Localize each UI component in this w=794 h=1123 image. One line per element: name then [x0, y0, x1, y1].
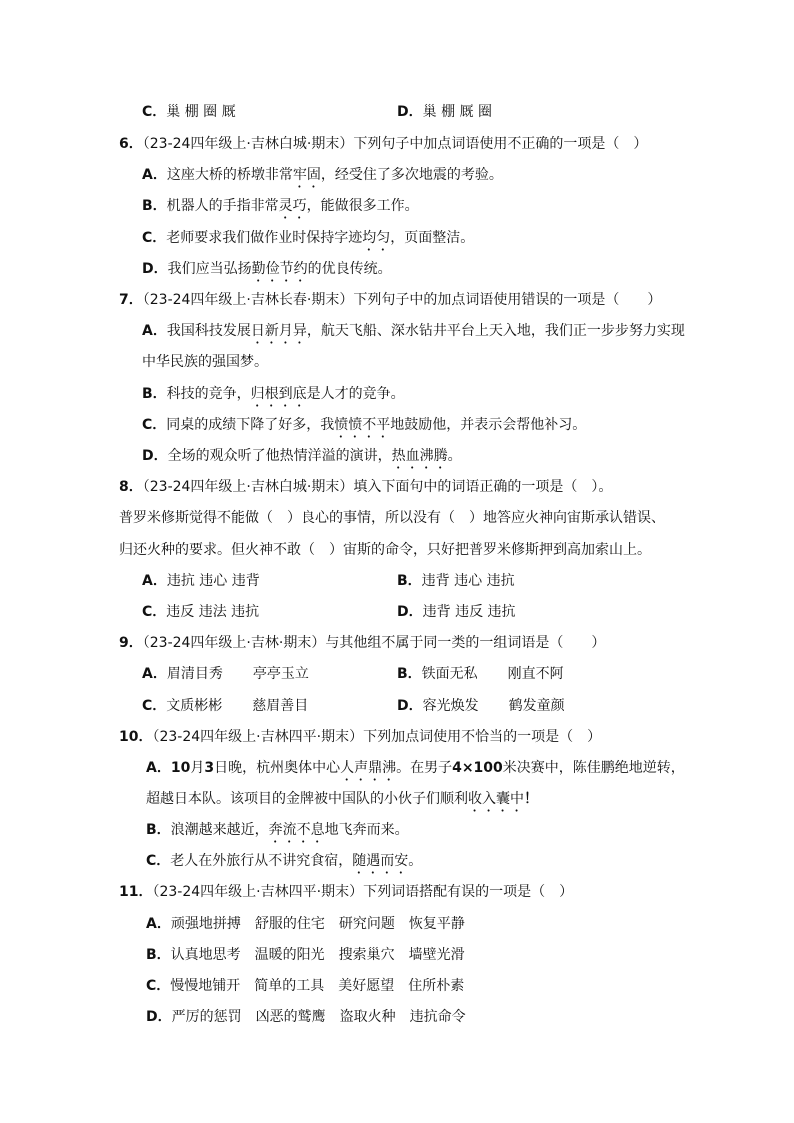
option-label: B． — [142, 198, 167, 214]
dotted-word: 日新月异 — [250, 323, 307, 339]
option-label: C． — [142, 698, 167, 714]
option-text: 。在男子 — [396, 760, 453, 776]
option-label: A． — [142, 167, 167, 183]
question-text: （23-24四年级上·吉林四平·期末）下列词语搭配有误的一项是（ ） — [152, 884, 574, 900]
option-text: 月 — [190, 760, 205, 776]
q11-option-d[interactable] — [146, 1007, 466, 1027]
option-text: 违抗 违心 违背 — [166, 573, 260, 589]
dotted-word: 奔流不息 — [268, 822, 325, 838]
q8-passage-line-1 — [119, 508, 665, 528]
q10-stem — [119, 727, 601, 747]
q10-option-a-continued — [146, 789, 538, 815]
q8-option-a[interactable] — [142, 571, 260, 591]
option-label: B． — [142, 386, 167, 402]
question-number: 11． — [119, 884, 153, 900]
option-text: 。 — [447, 448, 462, 464]
q8-passage-line-2 — [119, 540, 651, 560]
q9-option-a[interactable] — [142, 664, 309, 684]
option-word: 鹤发童颜 — [508, 698, 565, 714]
option-text: 。 — [408, 853, 423, 869]
q7-option-c[interactable] — [142, 415, 586, 441]
passage-text: 归还火种的要求。但火神不敢（ ）宙斯的命令，只好把普罗米修斯押到高加索山上。 — [119, 542, 651, 558]
question-text: （23-24四年级上·吉林·期末）与其他组不属于同一类的一组词语是（ ） — [142, 635, 606, 651]
option-word: 容光焕发 — [422, 698, 479, 714]
option-text: ，航天飞船、深水钻井平台上天入地，我们正一步步努力实现 — [306, 323, 685, 339]
q11-stem — [119, 882, 573, 902]
question-number: 6． — [119, 136, 143, 152]
q6-option-a[interactable] — [142, 165, 503, 191]
question-number: 7． — [119, 292, 143, 308]
dotted-word: 人声鼎沸 — [340, 760, 397, 776]
date-number: 10 — [170, 760, 191, 776]
option-label: C． — [142, 230, 167, 246]
question-number: 9． — [119, 635, 143, 651]
option-text: 超越日本队。该项目的金牌被中国队的小伙子们顺利 — [146, 791, 468, 807]
q9-option-c[interactable] — [142, 696, 308, 716]
q5-option-d[interactable] — [397, 102, 492, 122]
option-label: A． — [142, 666, 167, 682]
option-word: 亭亭玉立 — [252, 666, 309, 682]
q5-option-c[interactable] — [142, 102, 236, 122]
q10-option-b[interactable] — [146, 820, 409, 846]
option-text: 浪潮越来越近， — [170, 822, 269, 838]
q7-option-d[interactable] — [142, 446, 462, 472]
option-text: 老师要求我们做作业时保持字迹 — [166, 230, 363, 246]
option-text: ，页面整洁。 — [390, 230, 475, 246]
option-text: 我国科技发展 — [166, 323, 251, 339]
dotted-word: 愤愤不平 — [334, 417, 391, 433]
option-text: 认真地思考 温暖的阳光 搜索巢穴 墙壁光滑 — [170, 947, 465, 963]
option-word: 铁面无私 — [421, 666, 478, 682]
option-label: D． — [397, 104, 423, 120]
option-label: D． — [146, 1009, 172, 1025]
option-label: B． — [397, 666, 422, 682]
option-text: 顽强地拼搏 舒服的住宅 研究问题 恢复平静 — [170, 916, 465, 932]
q9-stem — [119, 633, 605, 653]
dotted-word: 热血沸腾 — [391, 448, 448, 464]
q6-option-c[interactable] — [142, 228, 474, 254]
dotted-word: 收入囊中 — [468, 791, 524, 807]
option-text: 巢 棚 圈 厩 — [166, 104, 236, 120]
option-text: 慢慢地铺开 简单的工具 美好愿望 住所朴素 — [170, 978, 465, 994]
q7-option-b[interactable] — [142, 384, 405, 410]
q8-stem — [119, 477, 612, 497]
q10-option-c[interactable] — [146, 851, 422, 877]
option-label: D． — [142, 261, 168, 277]
option-text: 的优良传统。 — [307, 261, 392, 277]
dotted-word: 归根到底 — [250, 386, 307, 402]
q11-option-b[interactable] — [146, 945, 465, 965]
q6-option-b[interactable] — [142, 196, 419, 222]
option-text: ，能做很多工作。 — [306, 198, 419, 214]
event-number: 4×100 — [452, 760, 503, 776]
option-text: 我们应当弘扬 — [167, 261, 252, 277]
option-text: 这座大桥的桥墩非常 — [166, 167, 293, 183]
question-text: （23-24四年级上·吉林长春·期末）下列句子中的加点词语使用错误的一项是（ ） — [142, 292, 662, 308]
date-number: 3 — [204, 760, 215, 776]
option-label: C． — [146, 978, 171, 994]
q11-option-c[interactable] — [146, 976, 464, 996]
dotted-word: 随遇而安 — [352, 853, 409, 869]
question-text: （23-24四年级上·吉林四平·期末）下列加点词使用不恰当的一项是（ ） — [152, 729, 602, 745]
option-text: 日晚，杭州奥体中心 — [214, 760, 341, 776]
option-text: ！ — [524, 791, 538, 807]
q7-option-a-continued — [142, 352, 268, 372]
option-label: C． — [146, 853, 171, 869]
option-text: 是人才的竞争。 — [306, 386, 405, 402]
q9-option-b[interactable] — [397, 664, 564, 684]
question-number: 10． — [119, 729, 153, 745]
question-number: 8． — [119, 479, 143, 495]
option-text: 严厉的惩罚 凶恶的鹫鹰 盗取火种 违抗命令 — [171, 1009, 466, 1025]
option-word: 文质彬彬 — [166, 698, 223, 714]
option-label: B． — [146, 822, 171, 838]
option-word: 刚直不阿 — [507, 666, 564, 682]
option-text: 全场的观众听了他热情洋溢的演讲， — [167, 448, 392, 464]
q11-option-a[interactable] — [146, 914, 465, 934]
option-text: 违反 违法 违抗 — [166, 604, 260, 620]
option-label: D． — [142, 448, 168, 464]
dotted-word: 牢固 — [292, 167, 321, 183]
option-word: 慈眉善目 — [252, 698, 309, 714]
option-text: 机器人的手指非常 — [166, 198, 279, 214]
q8-option-d[interactable] — [397, 602, 516, 622]
q8-option-c[interactable] — [142, 602, 259, 622]
option-label: A． — [146, 760, 171, 776]
dotted-word: 勤俭节约 — [251, 261, 308, 277]
option-text: 巢 棚 厩 圈 — [422, 104, 492, 120]
option-text: 同桌的成绩下降了好多，我 — [166, 417, 335, 433]
option-label: D． — [397, 698, 423, 714]
option-label: C． — [142, 104, 167, 120]
option-label: D． — [397, 604, 423, 620]
option-text: 违背 违反 违抗 — [422, 604, 516, 620]
option-label: C． — [142, 604, 167, 620]
option-text: 地鼓励他，并表示会帮他补习。 — [390, 417, 587, 433]
question-text: （23-24四年级上·吉林白城·期末）填入下面句中的词语正确的一项是（ ）。 — [142, 479, 613, 495]
option-text: ，经受住了多次地震的考验。 — [320, 167, 503, 183]
q7-stem — [119, 290, 661, 310]
option-word: 眉清目秀 — [166, 666, 223, 682]
option-text: 米决赛中，陈佳鹏绝地逆转， — [502, 760, 685, 776]
q10-option-a[interactable] — [146, 758, 685, 784]
option-label: B． — [397, 573, 422, 589]
q7-option-a[interactable] — [142, 321, 685, 347]
question-text: （23-24四年级上·吉林白城·期末）下列句子中加点词语使用不正确的一项是（ ） — [142, 136, 648, 152]
option-text: 中华民族的强国梦。 — [142, 354, 268, 370]
option-label: A． — [146, 916, 171, 932]
q8-option-b[interactable] — [397, 571, 515, 591]
option-text: 地飞奔而来。 — [324, 822, 409, 838]
q6-stem — [119, 134, 647, 154]
option-text: 科技的竞争， — [166, 386, 251, 402]
q9-option-d[interactable] — [397, 696, 565, 716]
option-text: 老人在外旅行从不讲究食宿， — [170, 853, 353, 869]
option-label: A． — [142, 573, 167, 589]
option-label: A． — [142, 323, 167, 339]
dotted-word: 均匀 — [362, 230, 391, 246]
passage-text: 普罗米修斯觉得不能做（ ）良心的事情，所以没有（ ）地答应火神向宙斯承认错误、 — [119, 510, 665, 526]
option-text: 违背 违心 违抗 — [421, 573, 515, 589]
dotted-word: 灵巧 — [278, 198, 307, 214]
option-label: C． — [142, 417, 167, 433]
option-label: B． — [146, 947, 171, 963]
q6-option-d[interactable] — [142, 259, 392, 285]
